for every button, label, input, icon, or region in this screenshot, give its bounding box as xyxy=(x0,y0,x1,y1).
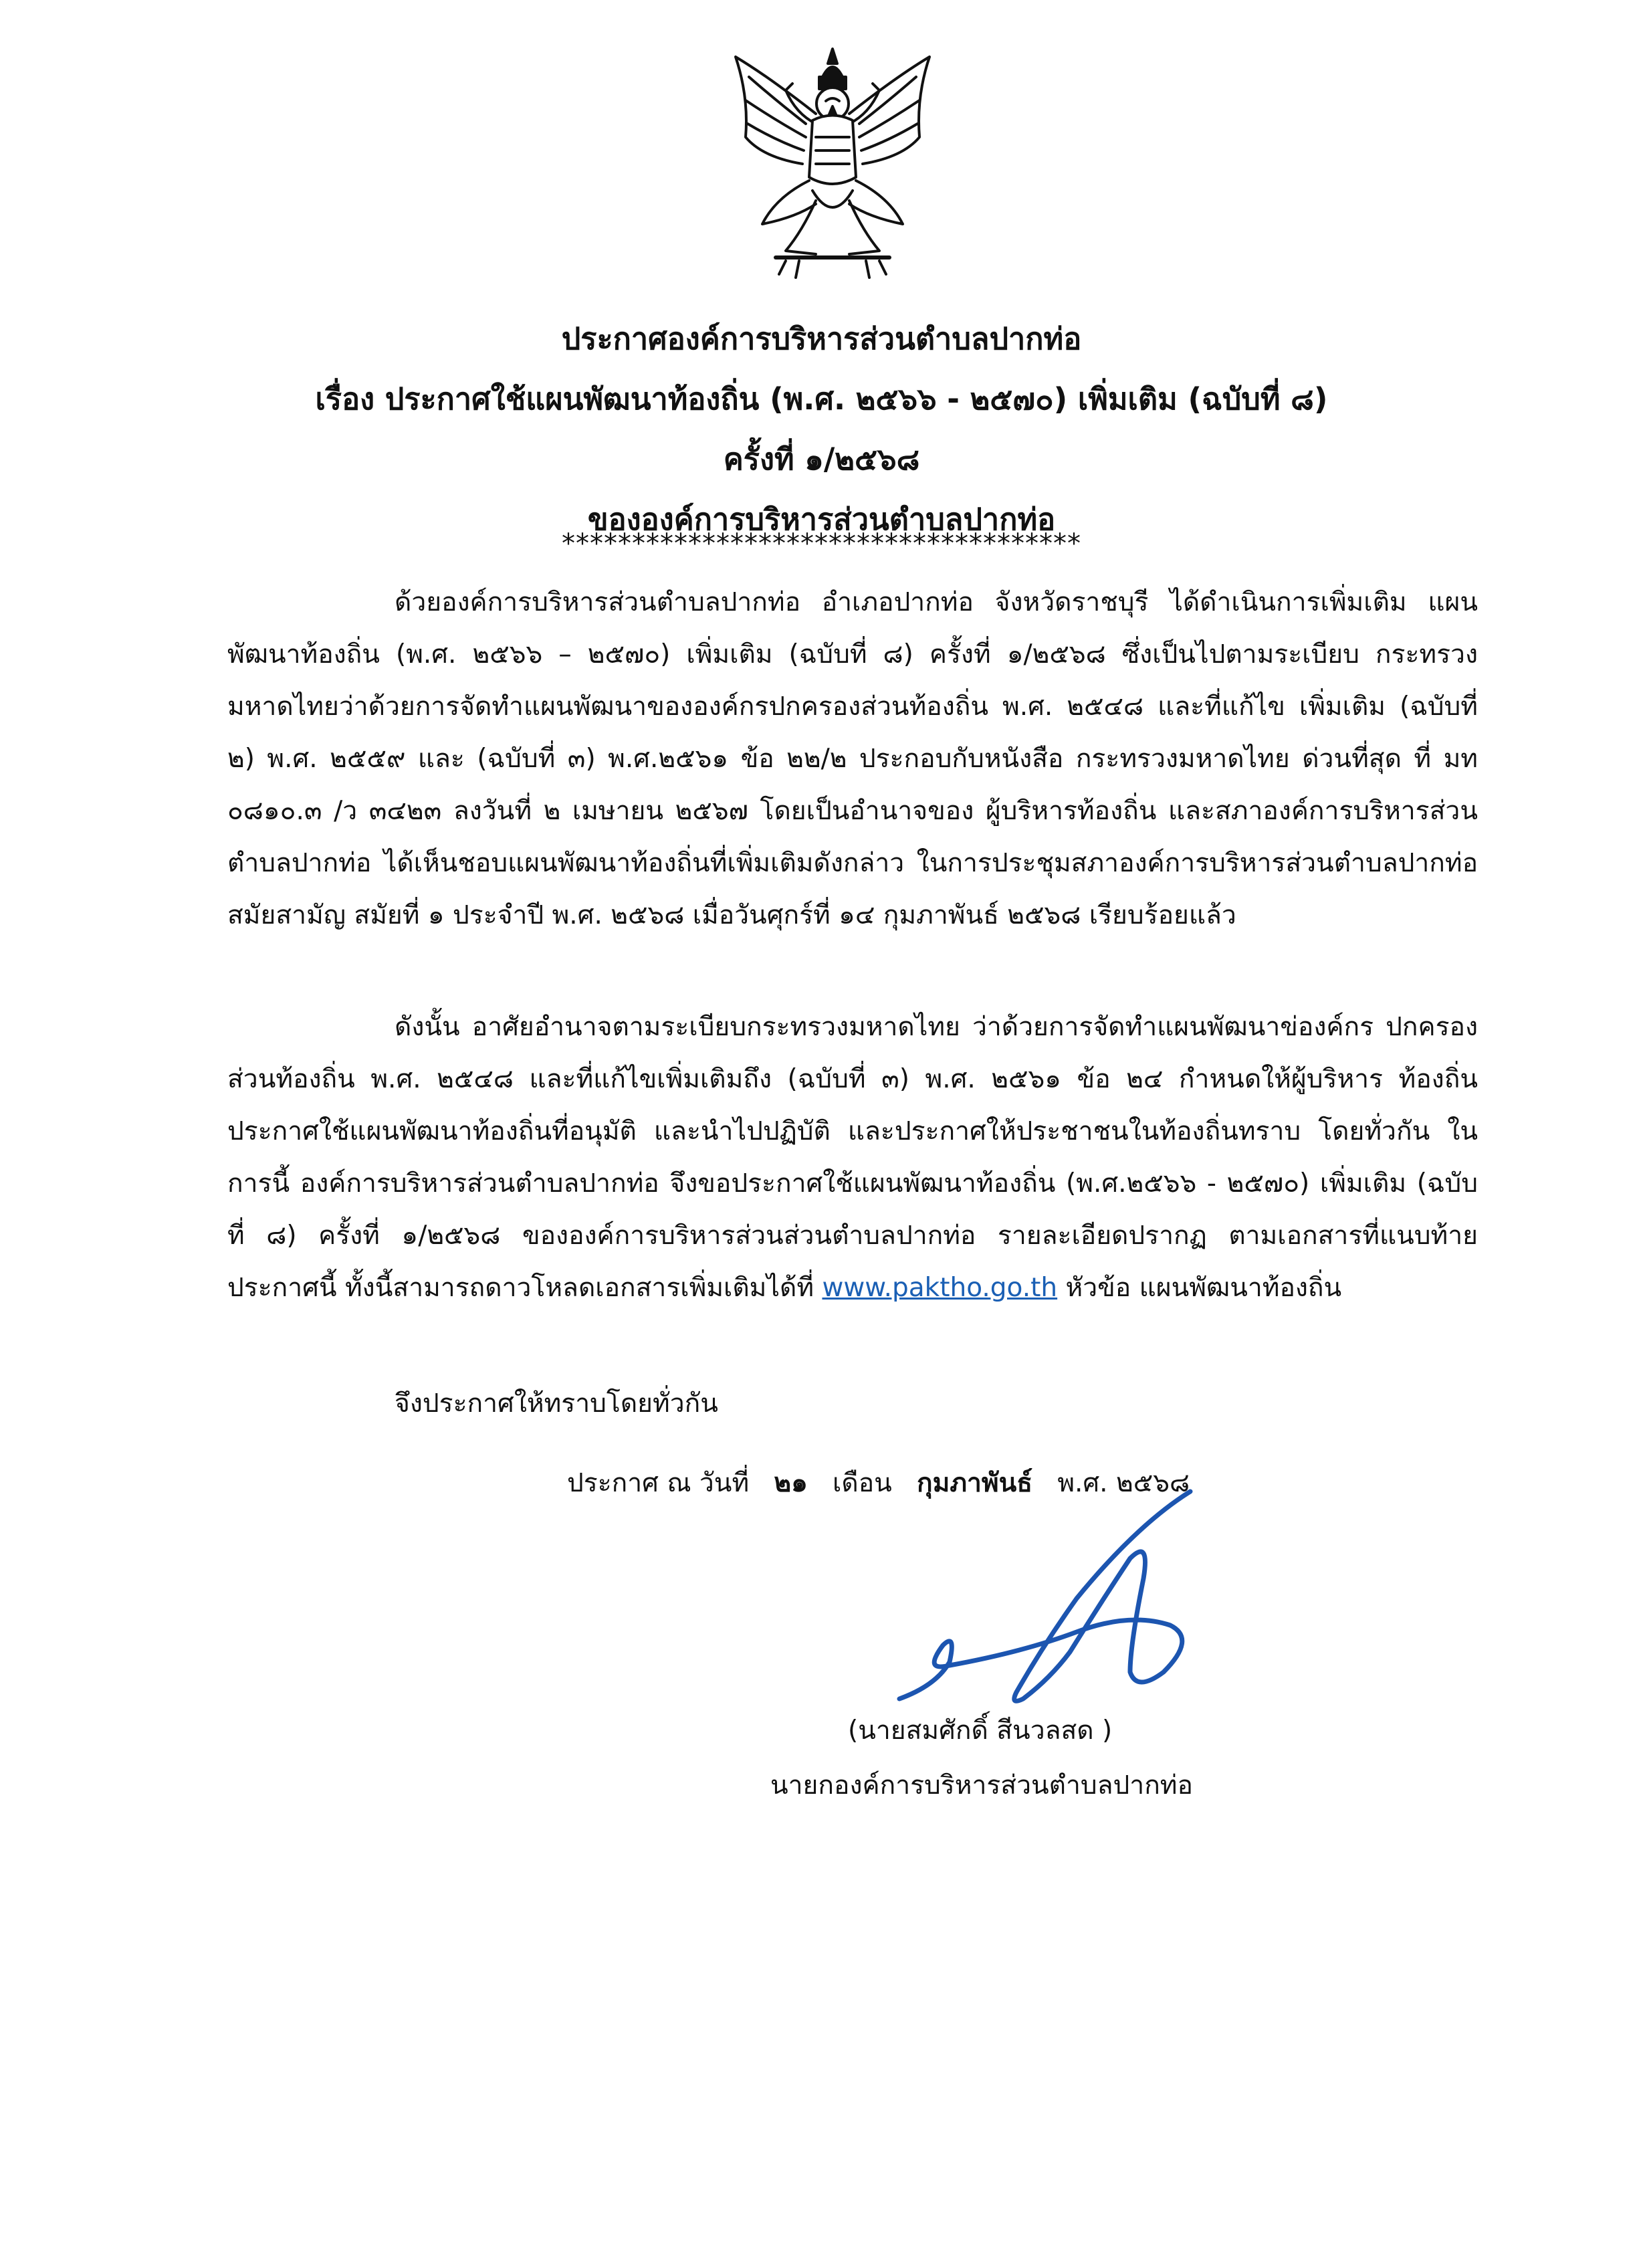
heading-separator: ************************************* xyxy=(562,528,1081,559)
signer-title: นายกองค์การบริหารส่วนตำบลปากท่อ xyxy=(770,1770,1193,1800)
garuda-emblem-icon xyxy=(722,37,943,291)
date-year-label: พ.ศ. xyxy=(1057,1468,1108,1498)
body-paragraph-1: ด้วยองค์การบริหารส่วนตำบลปากท่อ อำเภอปากท่อ จังหวัดราชบุรี ได้ดำเนินการเพิ่มเติม แผนพัฒนาท้องถิ่น (พ.ศ. ๒๕๖๖ – ๒๕๗๐) เพิ่มเติม (ฉบับที่ ๘) ครั้งที่ ๑/๒๕๖๘ ซึ่งเป็นไปตามระเบียบ กระทรวงมหาดไทยว่าด้วยการจัดทำแผนพัฒนาขององค์กรปกครองส่วนท้องถิ่น พ.ศ. ๒๕๔๘ และที่แก้ไข เพิ่มเติม (ฉบับที่ ๒) พ.ศ. ๒๕๕๙ และ (ฉบับที่ ๓) พ.ศ.๒๕๖๑ ข้อ ๒๒/๒ ประกอบกับหนังสือ กระทรวงมหาดไทย ด่วนที่สุด ที่ มท ๐๘๑๐.๓ /ว ๓๔๒๓ ลงวันที่ ๒ เมษายน ๒๕๖๗ โดยเป็นอำนาจของ ผู้บริหารท้องถิ่น และสภาองค์การบริหารส่วนตำบลปากท่อ ได้เห็นชอบแผนพัฒนาท้องถิ่นที่เพิ่มเติมดังกล่าว ในการประชุมสภาองค์การบริหารส่วนตำบลปากท่อ สมัยสามัญ สมัยที่ ๑ ประจำปี พ.ศ. ๒๕๖๘ เมื่อวันศุกร์ที่ ๑๔ กุมภาพันธ์ ๒๕๖๘ เรียบร้อยแล้ว xyxy=(227,587,1478,930)
date-year: ๒๕๖๘ xyxy=(1115,1468,1190,1498)
handwritten-signature xyxy=(849,1471,1250,1726)
date-prefix: ประกาศ ณ วันที่ xyxy=(567,1468,750,1498)
body-paragraph-2-text: ดังนั้น อาศัยอำนาจตามระเบียบกระทรวงมหาดไทย ว่าด้วยการจัดทำแผนพัฒนาข่องค์กร ปกครองส่วนท้องถิ่น พ.ศ. ๒๕๔๘ และที่แก้ไขเพิ่มเติมถึง (ฉบับที่ ๓) พ.ศ. ๒๕๖๑ ข้อ ๒๔ กำหนดให้ผู้บริหาร ท้องถิ่นประกาศใช้แผนพัฒนาท้องถิ่นที่อนุมัติ และนำไปปฏิบัติ และประกาศให้ประชาชนในท้องถิ่นทราบ โดยทั่วกัน ในการนี้ องค์การบริหารส่วนตำบลปากท่อ จึงขอประกาศใช้แผนพัฒนาท้องถิ่น (พ.ศ.๒๕๖๖ - ๒๕๗๐) เพิ่มเติม (ฉบับที่ ๘) ครั้งที่ ๑/๒๕๖๘ ขององค์การบริหารส่วนส่วนตำบลปากท่อ รายละเอียดปรากฏ ตามเอกสารที่แนบท้ายประกาศนี้ ทั้งนี้สามารถดาวโหลดเอกสารเพิ่มเติมได้ที่ xyxy=(227,1012,1478,1303)
body-paragraph-2-tail: หัวข้อ แผนพัฒนาท้องถิ่น xyxy=(1057,1273,1342,1303)
date-month-label: เดือน xyxy=(833,1468,892,1498)
website-link[interactable]: www.paktho.go.th xyxy=(822,1273,1058,1303)
announcement-number: ครั้งที่ ๑/๒๕๖๘ xyxy=(723,441,920,477)
signer-name: (นายสมศักดิ์ สีนวลสด ) xyxy=(848,1716,1113,1746)
announcement-subject: เรื่อง ประกาศใช้แผนพัฒนาท้องถิ่น (พ.ศ. ๒๕๖๖ - ๒๕๗๐) เพิ่มเติม (ฉบับที่ ๘) xyxy=(315,381,1328,417)
body-paragraph-2 xyxy=(227,1001,1478,1314)
date-day: ๒๑ xyxy=(774,1468,808,1498)
announcement-organization: ขององค์การบริหารส่วนตำบลปากท่อ xyxy=(587,502,1056,537)
date-month: กุมภาพันธ์ xyxy=(917,1468,1033,1498)
announcement-title: ประกาศองค์การบริหารส่วนตำบลปากท่อ xyxy=(561,321,1082,356)
body-paragraph-3: จึงประกาศให้ทราบโดยทั่วกัน xyxy=(395,1388,718,1419)
